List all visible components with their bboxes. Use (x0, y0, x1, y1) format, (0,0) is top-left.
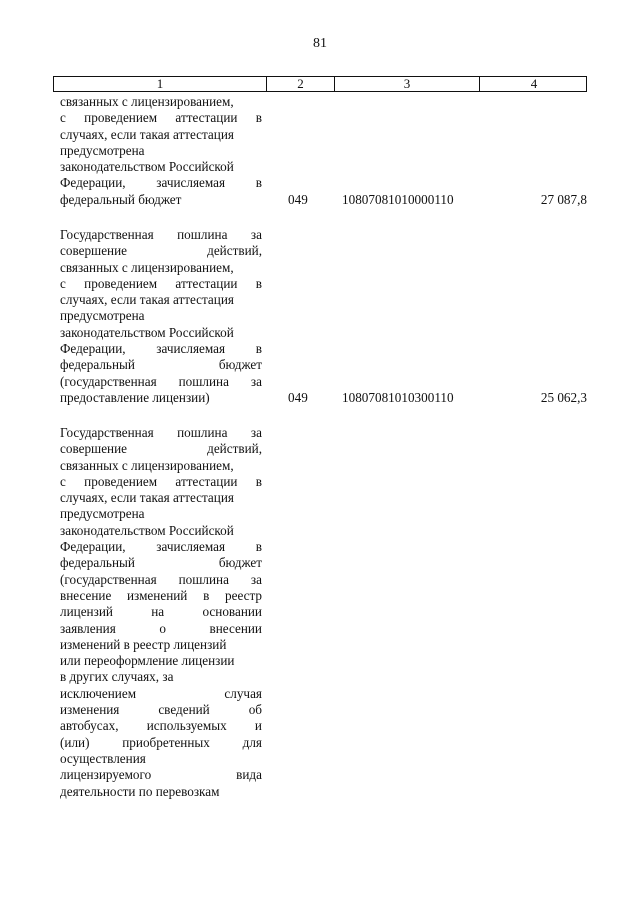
description-line: совершение действий, (60, 441, 262, 457)
amount-value: 25 062,3 (540, 390, 587, 405)
description-line: исключением случая (60, 685, 262, 701)
description-line: с проведением аттестации в (60, 275, 262, 291)
description-line: случаях, если такая аттестация (60, 126, 234, 142)
row-description (60, 227, 262, 406)
description-line: законодательством Российской (60, 324, 234, 340)
description-line: (или) приобретенных для (60, 734, 262, 750)
kbk-code: 10807081010300110 (342, 390, 454, 405)
row-description (60, 425, 262, 800)
description-line: осуществления (60, 750, 146, 766)
description-line: связанных с лицензированием, (60, 94, 234, 109)
header-col-4: 4 (530, 76, 538, 91)
description-line: изменения сведений об (60, 702, 262, 718)
description-line: случаях, если такая аттестация (60, 490, 234, 506)
description-line: в других случаях, за (60, 669, 174, 685)
header-col-3: 3 (335, 77, 480, 91)
description-line: федеральный бюджет (60, 191, 182, 207)
description-line: предоставление лицензии) (60, 389, 210, 405)
description-line: внесение изменений в реестр (60, 587, 262, 603)
description-line: предусмотрена (60, 506, 145, 522)
description-line: заявления о внесении (60, 620, 262, 636)
description-line: Федерации, зачисляемая в (60, 539, 262, 555)
description-line: (государственная пошлина за (60, 373, 262, 389)
page-number: 81 (313, 36, 327, 51)
row-description (60, 94, 262, 208)
description-line: с проведением аттестации в (60, 110, 262, 126)
table-header (53, 76, 587, 92)
description-line: законодательством Российской (60, 522, 234, 538)
description-line: деятельности по перевозкам (60, 783, 220, 799)
description-line: законодательством Российской (60, 159, 234, 175)
description-line: лицензируемого вида (60, 767, 262, 783)
description-line: или переоформление лицензии (60, 653, 235, 669)
description-line: федеральный бюджет (60, 357, 262, 373)
description-line: случаях, если такая аттестация (60, 292, 234, 308)
description-line: Государственная пошлина за (60, 227, 262, 242)
header-col-2: 2 (267, 77, 335, 91)
admin-code: 049 (288, 191, 308, 207)
admin-code: 049 (288, 390, 308, 405)
header-col-1: 1 (54, 77, 267, 91)
description-line: совершение действий, (60, 243, 262, 259)
description-line: Федерации, зачисляемая в (60, 175, 262, 191)
description-line: (государственная пошлина за (60, 571, 262, 587)
description-line: изменений в реестр лицензий (60, 636, 227, 652)
description-line: Государственная пошлина за (60, 425, 262, 440)
description-line: связанных с лицензированием, (60, 259, 234, 275)
description-line: лицензий на основании (60, 604, 262, 620)
amount-value: 27 087,8 (540, 191, 587, 207)
description-line: с проведением аттестации в (60, 473, 262, 489)
description-line: предусмотрена (60, 142, 145, 158)
description-line: Федерации, зачисляемая в (60, 341, 262, 357)
description-line: автобусах, используемых и (60, 718, 262, 734)
kbk-code: 10807081010000110 (342, 191, 454, 207)
description-line: предусмотрена (60, 308, 145, 324)
description-line: федеральный бюджет (60, 555, 262, 571)
description-line: связанных с лицензированием, (60, 457, 234, 473)
